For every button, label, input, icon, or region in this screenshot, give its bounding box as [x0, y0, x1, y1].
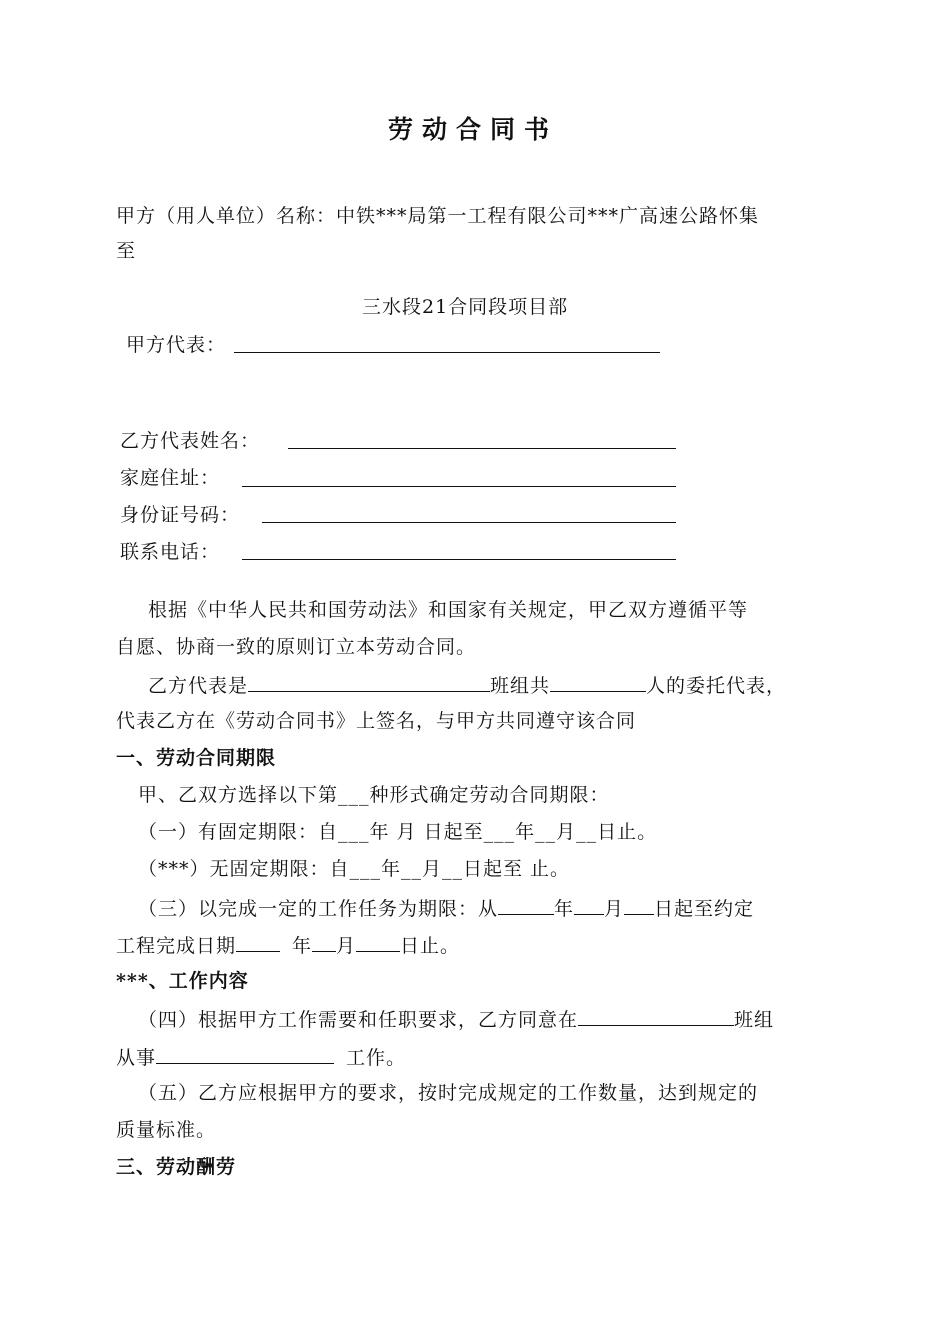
section3-heading: 三、劳动酬劳	[116, 1156, 237, 1178]
party-b-id-label: 身份证号码：	[120, 504, 241, 526]
party-a-name-line2: 至	[116, 240, 137, 262]
party-a-name-line1: 甲方（用人单位）名称：中铁***局第一工程有限公司***广高速公路怀集	[116, 205, 760, 227]
party-b-phone-label: 联系电话：	[120, 541, 221, 563]
s2-p1-text-b: 班组	[734, 1009, 775, 1031]
s2-para2-line1: （五）乙方应根据甲方的要求，按时完成规定的工作数量，达到规定的	[138, 1082, 759, 1104]
s2-p1-text-a: （四）根据甲方工作需要和任职要求，乙方同意在	[138, 1009, 579, 1031]
s1-para1: （一）有固定期限：自___年 月 日起至___年__月__日止。	[138, 821, 658, 843]
s2-para1-line2	[116, 1043, 406, 1071]
party-b-name-label: 乙方代表姓名：	[120, 430, 261, 452]
start-month-blank[interactable]	[574, 894, 604, 915]
s1-para0: 甲、乙双方选择以下第___种形式确定劳动合同期限：	[138, 784, 610, 806]
team-count-blank[interactable]	[550, 671, 646, 692]
s1-p3-text-a: （三）以完成一定的工作任务为期限：从	[138, 898, 499, 920]
s1-p3-text-h: 日止。	[400, 935, 461, 957]
s2-p1-text-c: 从事	[116, 1047, 157, 1069]
start-day-blank[interactable]	[624, 894, 654, 915]
s2-para2-line2: 质量标准。	[116, 1119, 217, 1141]
section2-heading: ***、工作内容	[116, 970, 249, 992]
rep-text-a: 乙方代表是	[148, 675, 249, 697]
s1-p3-text-f: 年	[292, 935, 313, 957]
end-year-blank[interactable]	[236, 931, 280, 952]
party-a-name-line3: 三水段21合同段项目部	[362, 296, 569, 318]
party-b-address-blank[interactable]	[242, 486, 676, 487]
party-b-name-blank[interactable]	[288, 448, 676, 449]
rep-name-blank[interactable]	[248, 671, 490, 692]
s2-para1-line1	[138, 1005, 774, 1033]
section1-heading: 一、劳动合同期限	[116, 747, 277, 769]
s1-p3-text-g: 月	[336, 935, 357, 957]
party-b-address-label: 家庭住址：	[120, 467, 221, 489]
s1-p3-text-c: 月	[604, 898, 625, 920]
party-b-id-blank[interactable]	[262, 522, 676, 523]
s1-p3-text-d: 日起至约定	[654, 898, 755, 920]
s2-p1-text-d: 工作。	[346, 1047, 407, 1069]
party-b-phone-blank[interactable]	[242, 559, 676, 560]
rep-line2: 代表乙方在《劳动合同书》上签名，与甲方共同遵守该合同	[116, 710, 637, 732]
intro-line1: 根据《中华人民共和国劳动法》和国家有关规定，甲乙双方遵循平等	[148, 599, 749, 621]
start-year-blank[interactable]	[498, 894, 554, 915]
s1-para3-line1	[138, 894, 754, 922]
party-a-rep-label: 甲方代表：	[126, 334, 227, 356]
intro-line2: 自愿、协商一致的原则订立本劳动合同。	[116, 636, 477, 658]
end-day-blank[interactable]	[356, 931, 400, 952]
team-name-blank[interactable]	[578, 1005, 734, 1026]
job-blank[interactable]	[156, 1043, 334, 1064]
rep-text-c: 人的委托代表，	[646, 675, 787, 697]
end-month-blank[interactable]	[312, 931, 336, 952]
party-a-rep-blank[interactable]	[234, 352, 660, 353]
s1-para2: （***）无固定期限：自___年__月__日起至 止。	[138, 858, 571, 880]
rep-line1	[148, 671, 786, 699]
rep-text-b: 班组共	[490, 675, 551, 697]
s1-p3-text-e: 工程完成日期	[116, 935, 237, 957]
document-title: 劳动合同书	[388, 115, 559, 144]
s1-para3-line2	[116, 931, 460, 959]
s1-p3-text-b: 年	[554, 898, 575, 920]
